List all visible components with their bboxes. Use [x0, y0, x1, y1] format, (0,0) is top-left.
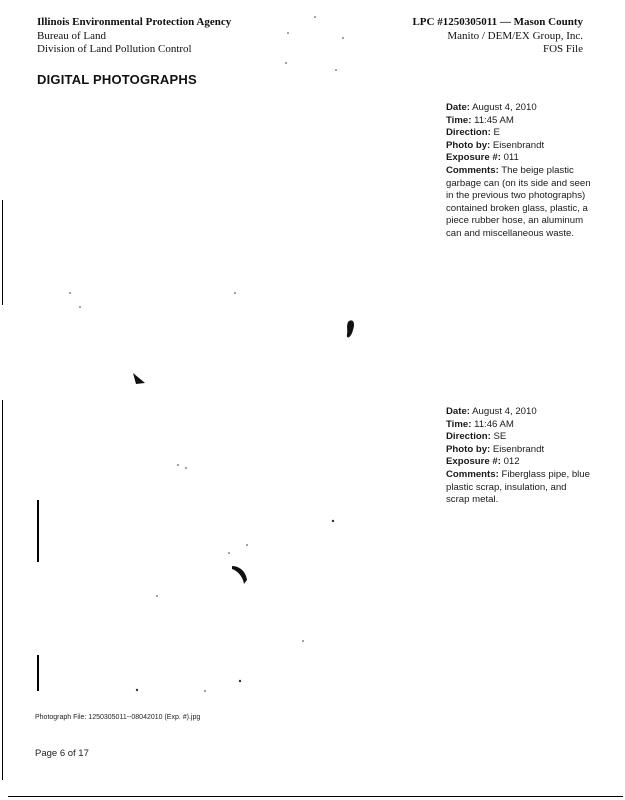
photo-comments: Comments: Fiberglass pipe, blue plastic scrap, insulation, and scrap metal. — [446, 468, 590, 506]
division-name: Division of Land Pollution Control — [37, 43, 192, 55]
photo-direction: Direction: SE — [446, 431, 507, 443]
site-name: Manito / DEM/EX Group, Inc. — [447, 29, 583, 42]
photo-time: Time: 11:45 AM — [446, 114, 514, 126]
scan-blot — [232, 566, 247, 584]
photo-by: Photo by: Eisenbrandt — [446, 139, 545, 151]
scan-blot — [133, 373, 145, 384]
photo-exposure: Exposure #: 011 — [446, 152, 519, 164]
scan-blot — [347, 320, 354, 337]
photograph-file-name: Photograph File: 1250305011--08042010 (Exp. #).jpg — [35, 714, 201, 721]
photo-date: Date: August 4, 2010 — [446, 102, 537, 113]
photo-direction: Direction: E — [446, 127, 500, 139]
agency-name: Illinois Environmental Protection Agency — [37, 16, 232, 28]
file-type: FOS File — [542, 43, 583, 55]
photo-time: Time: 11:46 AM — [446, 418, 514, 430]
photo-date: Date: August 4, 2010 — [446, 406, 537, 417]
bureau-name: Bureau of Land — [37, 29, 107, 42]
photo-exposure: Exposure #: 012 — [446, 456, 520, 468]
lpc-number: LPC #1250305011 — Mason County — [412, 16, 583, 28]
photo-comments: Comments: The beige plastic garbage can (on its side and seen in the previous two photographs) contained broken glass, plastic, a piece rubber hose, an aluminum can and miscellaneous waste. — [446, 164, 591, 239]
photo-by: Photo by: Eisenbrandt — [446, 443, 545, 455]
page-number: Page 6 of 17 — [35, 748, 89, 759]
page-title: DIGITAL PHOTOGRAPHS — [37, 72, 197, 87]
